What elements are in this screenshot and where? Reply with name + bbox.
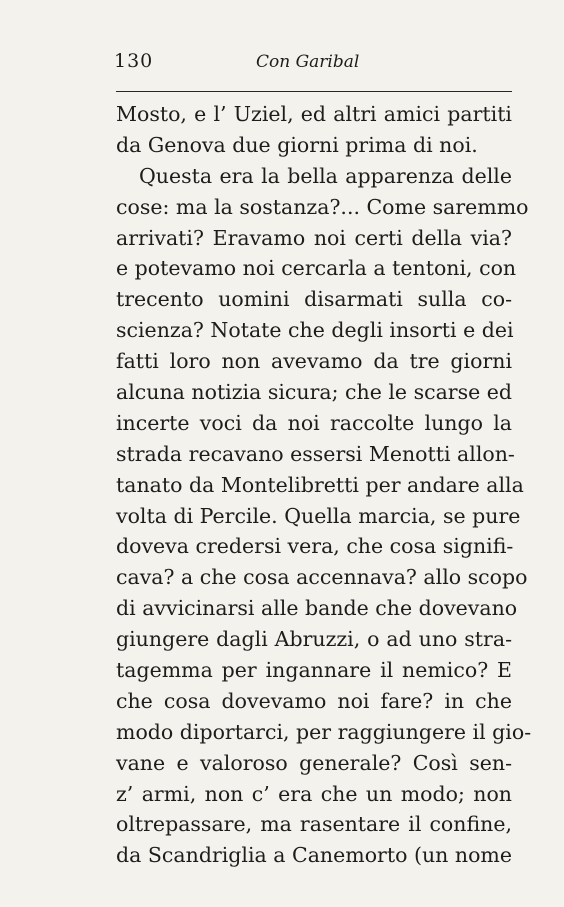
text-line: e potevamo noi cercarla a tentoni, con: [116, 256, 517, 281]
text-line: alcuna notizia sicura; che le scarse ed: [116, 380, 513, 405]
text-line: da Scandriglia a Canemorto (un nome: [116, 843, 512, 868]
text-line: di avvicinarsi alle bande che dovevano: [116, 596, 518, 621]
text-line: vane e valoroso generale? Così sen-: [116, 750, 512, 775]
text-line: incerte voci da noi raccolte lungo la: [116, 410, 512, 435]
text-line: giungere dagli Abruzzi, o ad uno stra-: [116, 627, 512, 652]
body-text: [116, 99, 532, 871]
text-line: trecento uomini disarmati sulla co-: [116, 287, 512, 312]
text-line: doveva credersi vera, che cosa signifi-: [116, 534, 514, 559]
page-number: 130: [114, 50, 154, 72]
text-line: modo diportarci, per raggiungere il gio-: [116, 719, 532, 744]
text-line: arrivati? Eravamo noi certi della via?: [116, 225, 512, 250]
text-line: oltrepassare, ma rasentare il confine,: [116, 812, 512, 837]
header-rule: [116, 91, 512, 92]
running-head: Con Garibal: [256, 52, 360, 72]
text-line: da Genova due giorni prima di noi.: [116, 132, 478, 157]
text-line: tanato da Montelibretti per andare alla: [116, 472, 524, 497]
text-line: fatti loro non avevamo da tre giorni: [116, 349, 512, 374]
text-line: z’ armi, non c’ era che un modo; non: [116, 781, 512, 806]
text-line: scienza? Notate che degli insorti e dei: [116, 318, 514, 343]
text-line: cava? a che cosa accennava? allo scopo: [116, 565, 528, 590]
text-line: volta di Percile. Quella marcia, se pure: [116, 503, 521, 528]
text-line: Mosto, e l’ Uziel, ed altri amici partiti: [116, 102, 512, 126]
text-line: cose: ma la sostanza?... Come saremmo: [116, 194, 529, 219]
page-header: [114, 50, 514, 78]
text-line: che cosa dovevamo noi fare? in che: [116, 688, 512, 713]
text-line: Questa era la bella apparenza delle: [139, 163, 512, 188]
text-line: strada recavano essersi Menotti allon-: [116, 441, 515, 466]
text-line: tagemma per ingannare il nemico? E: [116, 658, 512, 683]
